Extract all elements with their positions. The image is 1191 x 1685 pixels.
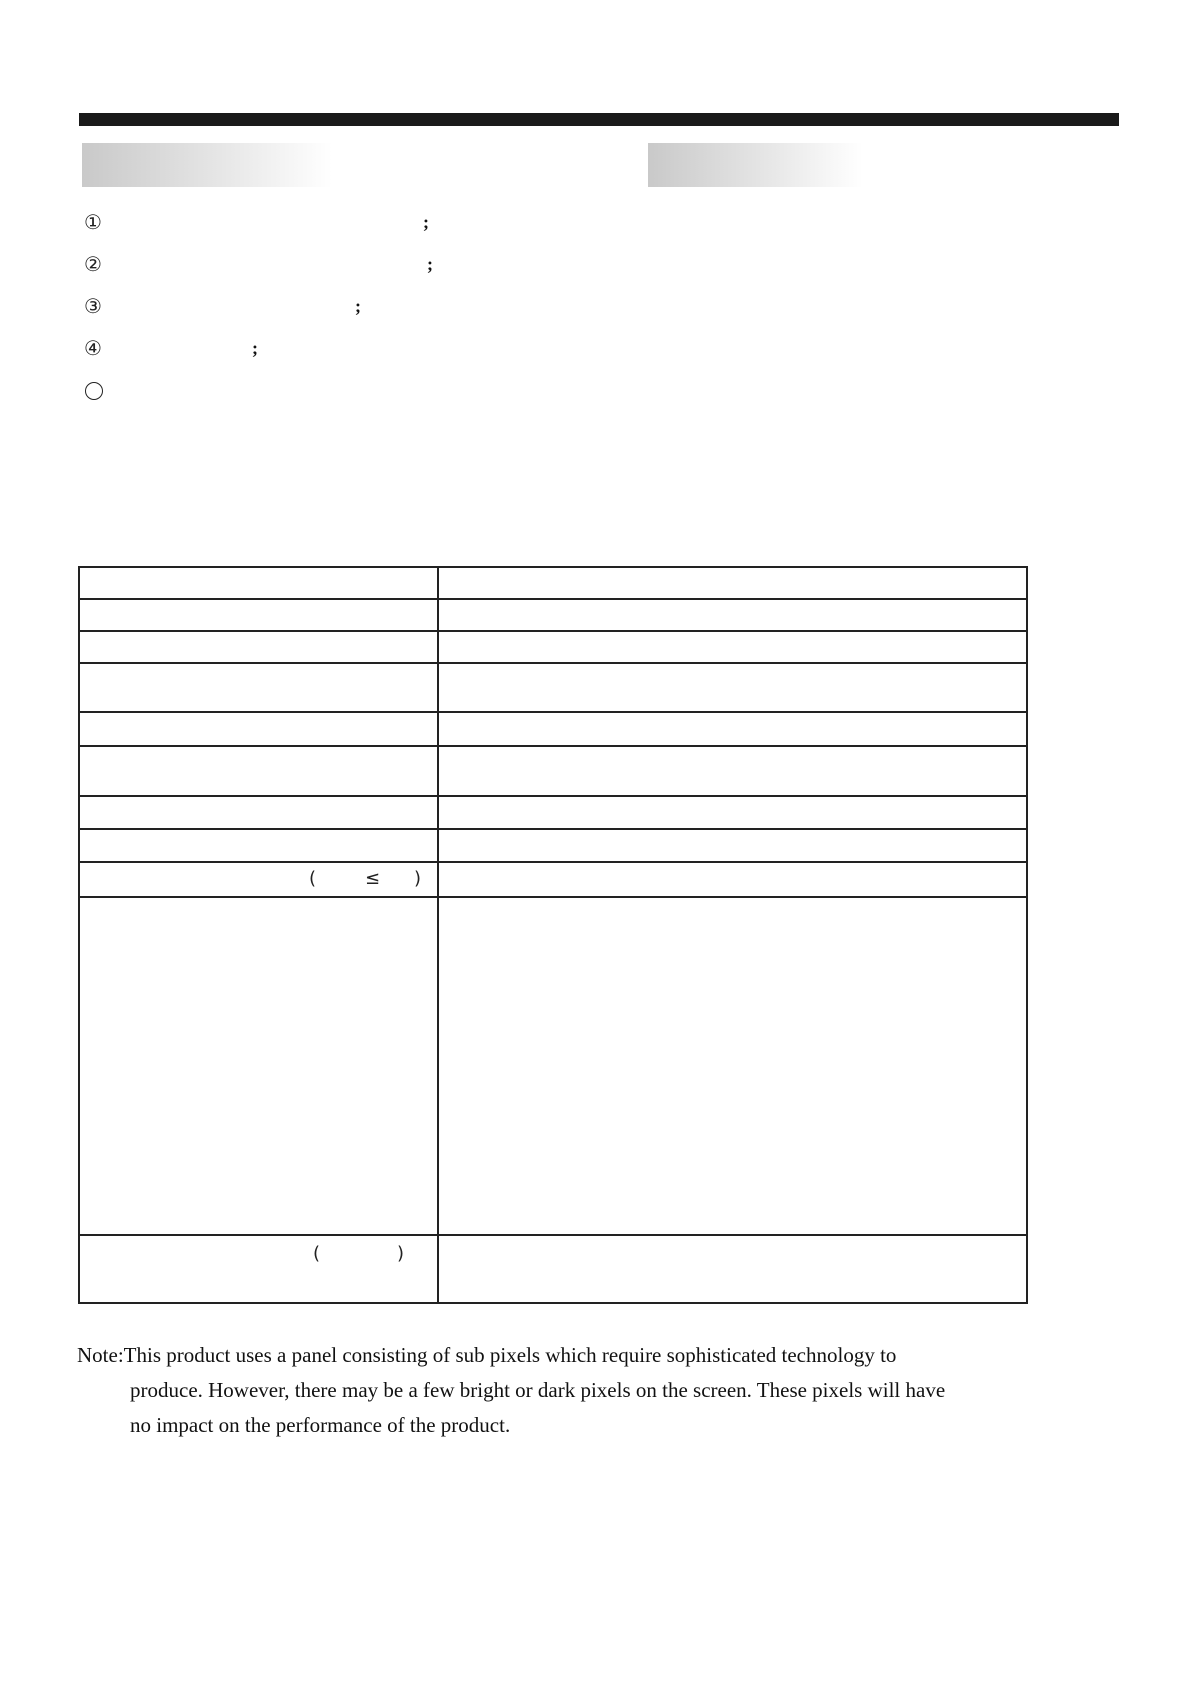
table-row (80, 598, 1026, 630)
spec-value (439, 797, 1026, 828)
feature-item-4 (84, 336, 504, 378)
spec-value (439, 898, 1026, 1234)
table-row (80, 711, 1026, 745)
close-paren: ) (414, 868, 422, 889)
note-line-1: Note:This product uses a panel consisting of sub pixels which require sophisticated technology to (77, 1343, 897, 1367)
spec-label (80, 830, 437, 861)
feature-list (84, 210, 504, 420)
section-heading-band-right (648, 143, 863, 187)
feature-item-1 (84, 210, 504, 252)
spec-value (439, 632, 1026, 662)
spec-value (439, 664, 1026, 711)
open-paren: ( (313, 1243, 321, 1264)
note-line-3: no impact on the performance of the product. (130, 1413, 511, 1437)
header-rule (79, 113, 1119, 126)
spec-label (80, 713, 437, 745)
spec-label (80, 863, 437, 896)
table-row (80, 630, 1026, 662)
spec-value (439, 830, 1026, 861)
table-row (80, 861, 1026, 896)
section-heading-band-left (82, 143, 332, 187)
spec-value (439, 713, 1026, 745)
spec-label (80, 568, 437, 598)
circled-four-icon: ④ (84, 336, 102, 360)
table-row (80, 745, 1026, 795)
feature-item-2 (84, 252, 504, 294)
spec-label (80, 898, 437, 1234)
spec-value (439, 1236, 1026, 1302)
feature-item-5 (84, 378, 504, 420)
less-equal-sign: ≤ (365, 868, 381, 889)
spec-label (80, 664, 437, 711)
spec-label (80, 632, 437, 662)
feature-item-3 (84, 294, 504, 336)
spec-value (439, 600, 1026, 630)
table-row (80, 795, 1026, 828)
spec-value (439, 747, 1026, 795)
table-row (80, 1234, 1026, 1304)
feature-semicolon: ; (423, 212, 429, 232)
spec-label (80, 1236, 437, 1302)
circled-one-icon: ① (84, 210, 102, 234)
spec-label (80, 747, 437, 795)
open-paren: ( (309, 868, 317, 889)
table-row (80, 662, 1026, 711)
feature-semicolon: ; (427, 254, 433, 274)
circled-five-icon (85, 382, 103, 400)
table-row (80, 896, 1026, 1234)
circled-three-icon: ③ (84, 294, 102, 318)
circled-two-icon: ② (84, 252, 102, 276)
spec-value (439, 568, 1026, 598)
note-line-2: produce. However, there may be a few bright or dark pixels on the screen. These pixels will have (130, 1378, 946, 1402)
spec-label (80, 797, 437, 828)
feature-semicolon: ; (355, 296, 361, 316)
spec-value (439, 863, 1026, 896)
table-row (80, 828, 1026, 861)
table-row (80, 566, 1026, 598)
panel-note (77, 1338, 1157, 1443)
close-paren: ) (397, 1243, 405, 1264)
spec-label (80, 600, 437, 630)
feature-semicolon: ; (252, 338, 258, 358)
specification-table (78, 566, 1028, 1304)
